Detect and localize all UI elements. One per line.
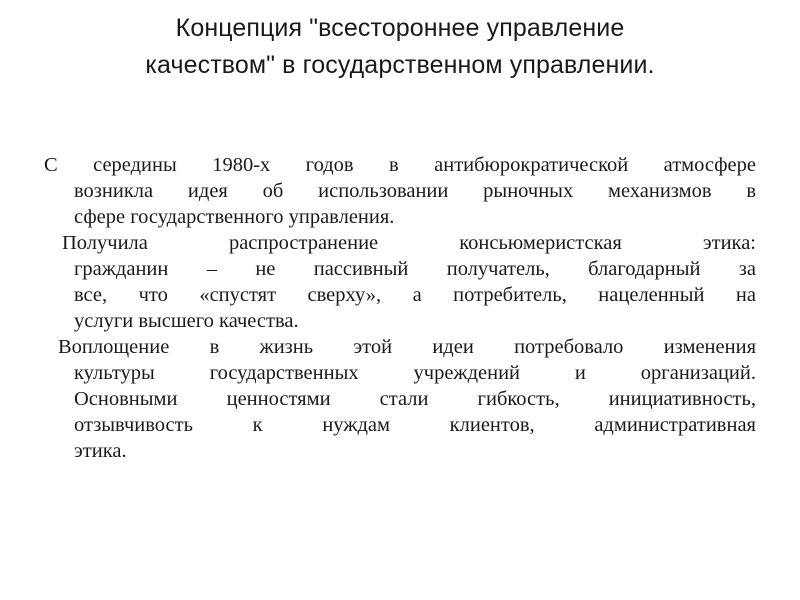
paragraph-2-line-3: все, что «спустят сверху», а потребитель, нацеленный на xyxy=(74,284,756,306)
paragraph-2-line-4: услуги высшего качества. xyxy=(74,310,299,332)
slide-title xyxy=(40,10,760,84)
paragraph-2 xyxy=(44,230,756,334)
paragraph-3 xyxy=(44,334,756,464)
paragraph-1-line-1: С середины 1980-х годов в антибюрократической атмосфере xyxy=(44,154,756,176)
paragraph-3-line-2: культуры государственных учреждений и организаций. xyxy=(74,362,756,384)
paragraph-2-line-2: гражданин – не пассивный получатель, благодарный за xyxy=(74,258,756,280)
paragraph-3-line-4: отзывчивость к нуждам клиентов, административная xyxy=(74,414,756,436)
slide-body xyxy=(44,152,756,464)
slide-title-line-2: качеством" в государственном управлении. xyxy=(145,51,655,79)
paragraph-3-line-3: Основными ценностями стали гибкость, инициативность, xyxy=(74,388,756,410)
paragraph-1-line-2: возникла идея об использовании рыночных механизмов в xyxy=(74,180,756,202)
paragraph-3-line-1: Воплощение в жизнь этой идеи потребовало изменения xyxy=(58,336,756,358)
paragraph-1 xyxy=(44,152,756,230)
slide-title-line-1: Концепция "всестороннее управление xyxy=(175,14,625,42)
paragraph-2-line-1: Получила распространение консьюмеристская этика: xyxy=(62,232,756,254)
paragraph-3-line-5: этика. xyxy=(74,440,127,462)
paragraph-1-line-3: сфере государственного управления. xyxy=(74,206,395,228)
